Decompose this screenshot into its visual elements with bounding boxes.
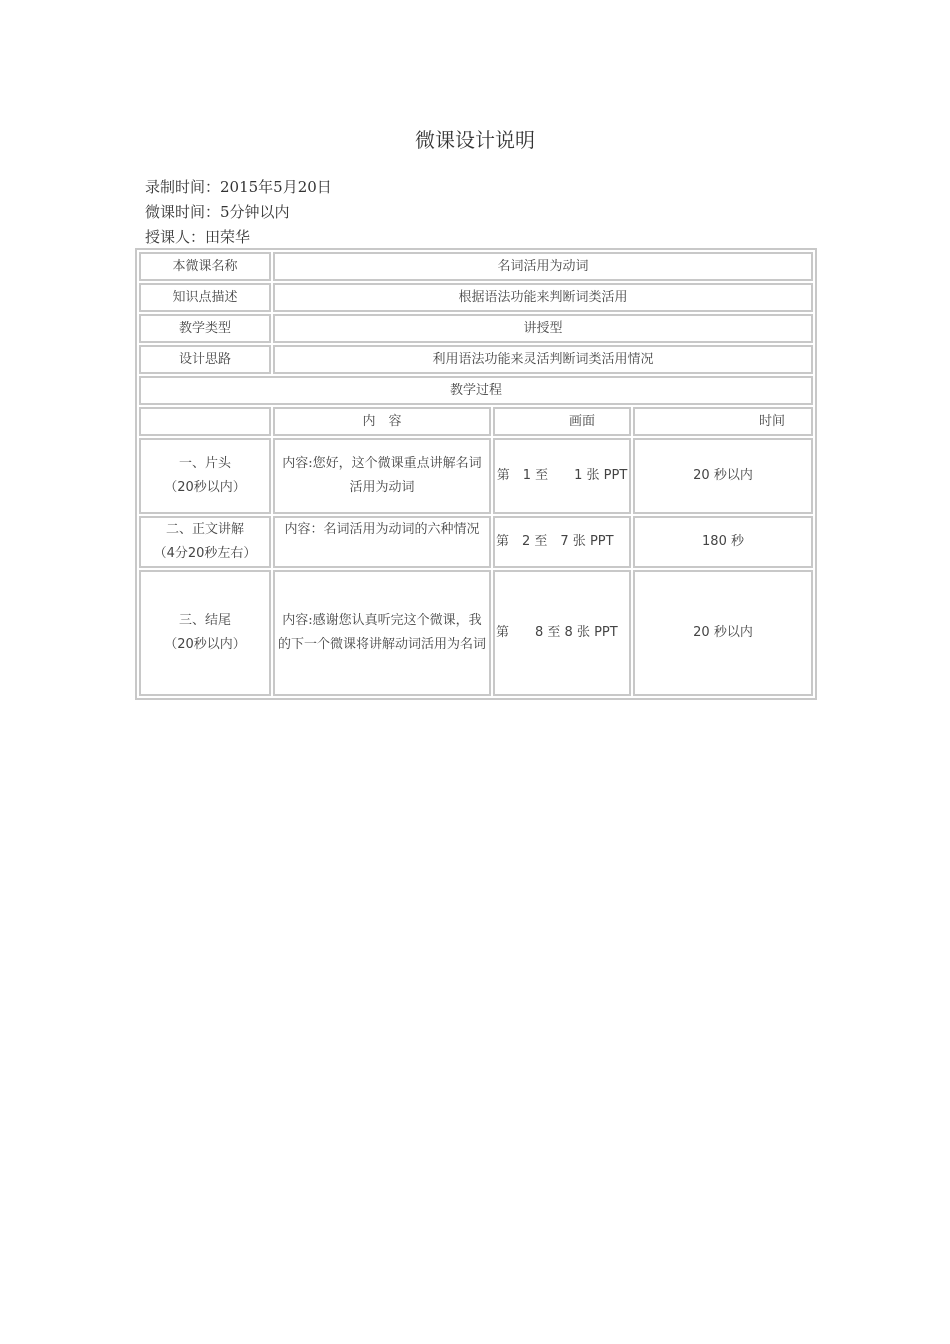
time-cell: 180 秒: [633, 516, 813, 568]
stage-cell: [139, 438, 271, 514]
info-value: 讲授型: [273, 314, 813, 343]
stage-name: 三、结尾: [178, 613, 231, 628]
teacher-name: 授课人：田荣华: [145, 228, 251, 246]
info-row: [139, 283, 813, 312]
stage-name: 二、正文讲解: [165, 522, 244, 537]
stage-cell: [139, 516, 271, 568]
column-header-time: 时间: [633, 407, 813, 436]
stage-time: （20秒以内）: [164, 637, 246, 652]
column-header-screen: 画面: [493, 407, 631, 436]
time-cell: 20 秒以内: [633, 570, 813, 696]
info-value: 根据语法功能来判断词类活用: [273, 283, 813, 312]
stage-cell: [139, 570, 271, 696]
info-label: 知识点描述: [139, 283, 271, 312]
time-cell: 20 秒以内: [633, 438, 813, 514]
process-title: 教学过程: [139, 376, 813, 405]
lesson-duration: 微课时间：5分钟以内: [145, 203, 290, 221]
info-value: 名词活用为动词: [273, 252, 813, 281]
stage-name: 一、片头: [178, 456, 231, 471]
content-cell: 内容：名词活用为动词的六种情况: [273, 516, 491, 568]
column-header-row: [139, 407, 813, 436]
stage-time: （20秒以内）: [164, 480, 246, 495]
info-label: 设计思路: [139, 345, 271, 374]
screen-cell: 第 2 至 7 张 PPT: [493, 516, 631, 568]
screen-cell: 第 1 至 1 张 PPT: [493, 438, 631, 514]
info-label: 教学类型: [139, 314, 271, 343]
table-row: [139, 570, 813, 696]
record-time: 录制时间：2015年5月20日: [145, 178, 332, 196]
content-cell: 内容:感谢您认真听完这个微课，我的下一个微课将讲解动词活用为名词: [273, 570, 491, 696]
document-title: 微课设计说明: [415, 128, 535, 152]
lesson-table: [135, 248, 817, 700]
column-header: [139, 407, 271, 436]
table-row: [139, 516, 813, 568]
info-row: [139, 345, 813, 374]
info-row: [139, 314, 813, 343]
column-header-content: 内 容: [273, 407, 491, 436]
screen-cell: 第 8 至 8 张 PPT: [493, 570, 631, 696]
info-value: 利用语法功能来灵活判断词类活用情况: [273, 345, 813, 374]
info-label: 本微课名称: [139, 252, 271, 281]
info-row: [139, 252, 813, 281]
table-row: [139, 438, 813, 514]
process-title-row: [139, 376, 813, 405]
stage-time: （4分20秒左右）: [153, 546, 257, 561]
content-cell: 内容:您好，这个微课重点讲解名词活用为动词: [273, 438, 491, 514]
